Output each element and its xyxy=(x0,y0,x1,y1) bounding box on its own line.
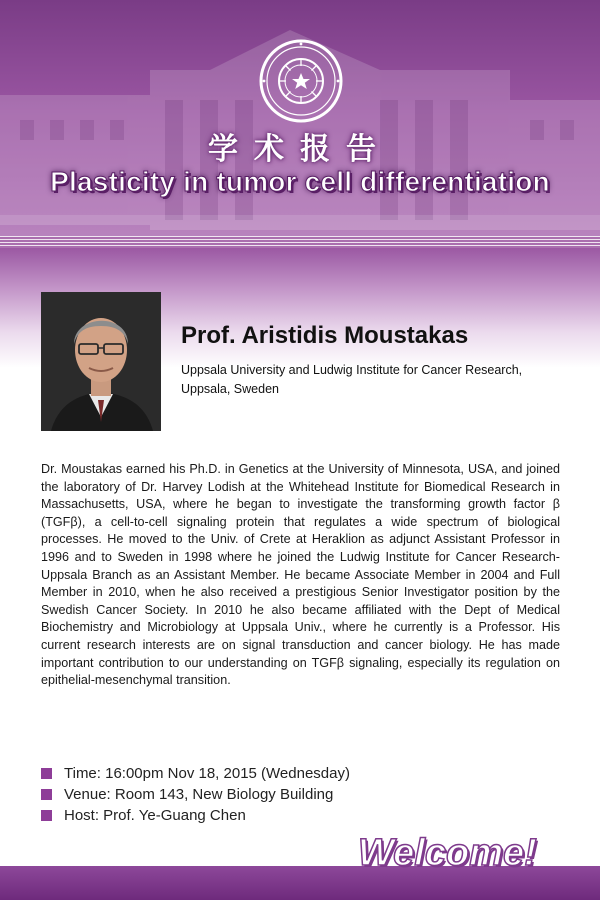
chinese-title: 学术报告 xyxy=(208,132,392,167)
tsinghua-seal-icon xyxy=(259,39,343,123)
square-bullet-icon xyxy=(41,789,52,800)
talk-title: Plasticity in tumor cell differentiation xyxy=(50,166,550,197)
welcome-text: Welcome! xyxy=(358,832,537,874)
detail-venue xyxy=(41,784,350,805)
detail-host-text: Host: Prof. Ye-Guang Chen xyxy=(64,807,246,824)
portrait-illustration xyxy=(41,292,161,431)
speaker-bio: Dr. Moustakas earned his Ph.D. in Genetics at the University of Minnesota, USA, and joined the laboratory of Dr. Harvey Lodish at the Whitehead Institute for Biomedical Research in Massachusetts, USA, where he began to investigate the transforming growth factor β (TGFβ), a cell-to-cell signaling protein that regulates a wide spectrum of biological processes. He moved to the Univ. of Crete at Heraklion as adjunct Assistant Professor in 1996 and to Sweden in 1998 where he joined the Ludwig Institute for Cancer Research-Uppsala Branch as an Assistant Member. He became Associate Member in 2004 and Full Member in 2010, when he also received a prestigious Senior Investigator position by the Swedish Cancer Society. In 2010 he also became affiliated with the Dept of Medical Biochemistry and Microbiology at Uppsala Univ., where he currently is a Professor. His current research interests are on signal transduction and cancer biology. He has made important contribution to our understanding on TGFβ signaling, especially its regulation on epithelial-mesenchymal transition. xyxy=(41,462,560,688)
header-banner xyxy=(0,0,600,248)
banner-stripe xyxy=(0,236,600,248)
detail-host xyxy=(41,805,350,826)
speaker-name: Prof. Aristidis Moustakas xyxy=(181,322,469,349)
detail-time-text: Time: 16:00pm Nov 18, 2015 (Wednesday) xyxy=(64,765,350,782)
detail-venue-text: Venue: Room 143, New Biology Building xyxy=(64,786,334,803)
event-details xyxy=(41,763,350,826)
detail-time xyxy=(41,763,350,784)
speaker-affiliation: Uppsala University and Ludwig Institute for Cancer Research, Uppsala, Sweden xyxy=(181,363,523,396)
square-bullet-icon xyxy=(41,810,52,821)
speaker-portrait xyxy=(41,292,161,431)
square-bullet-icon xyxy=(41,768,52,779)
